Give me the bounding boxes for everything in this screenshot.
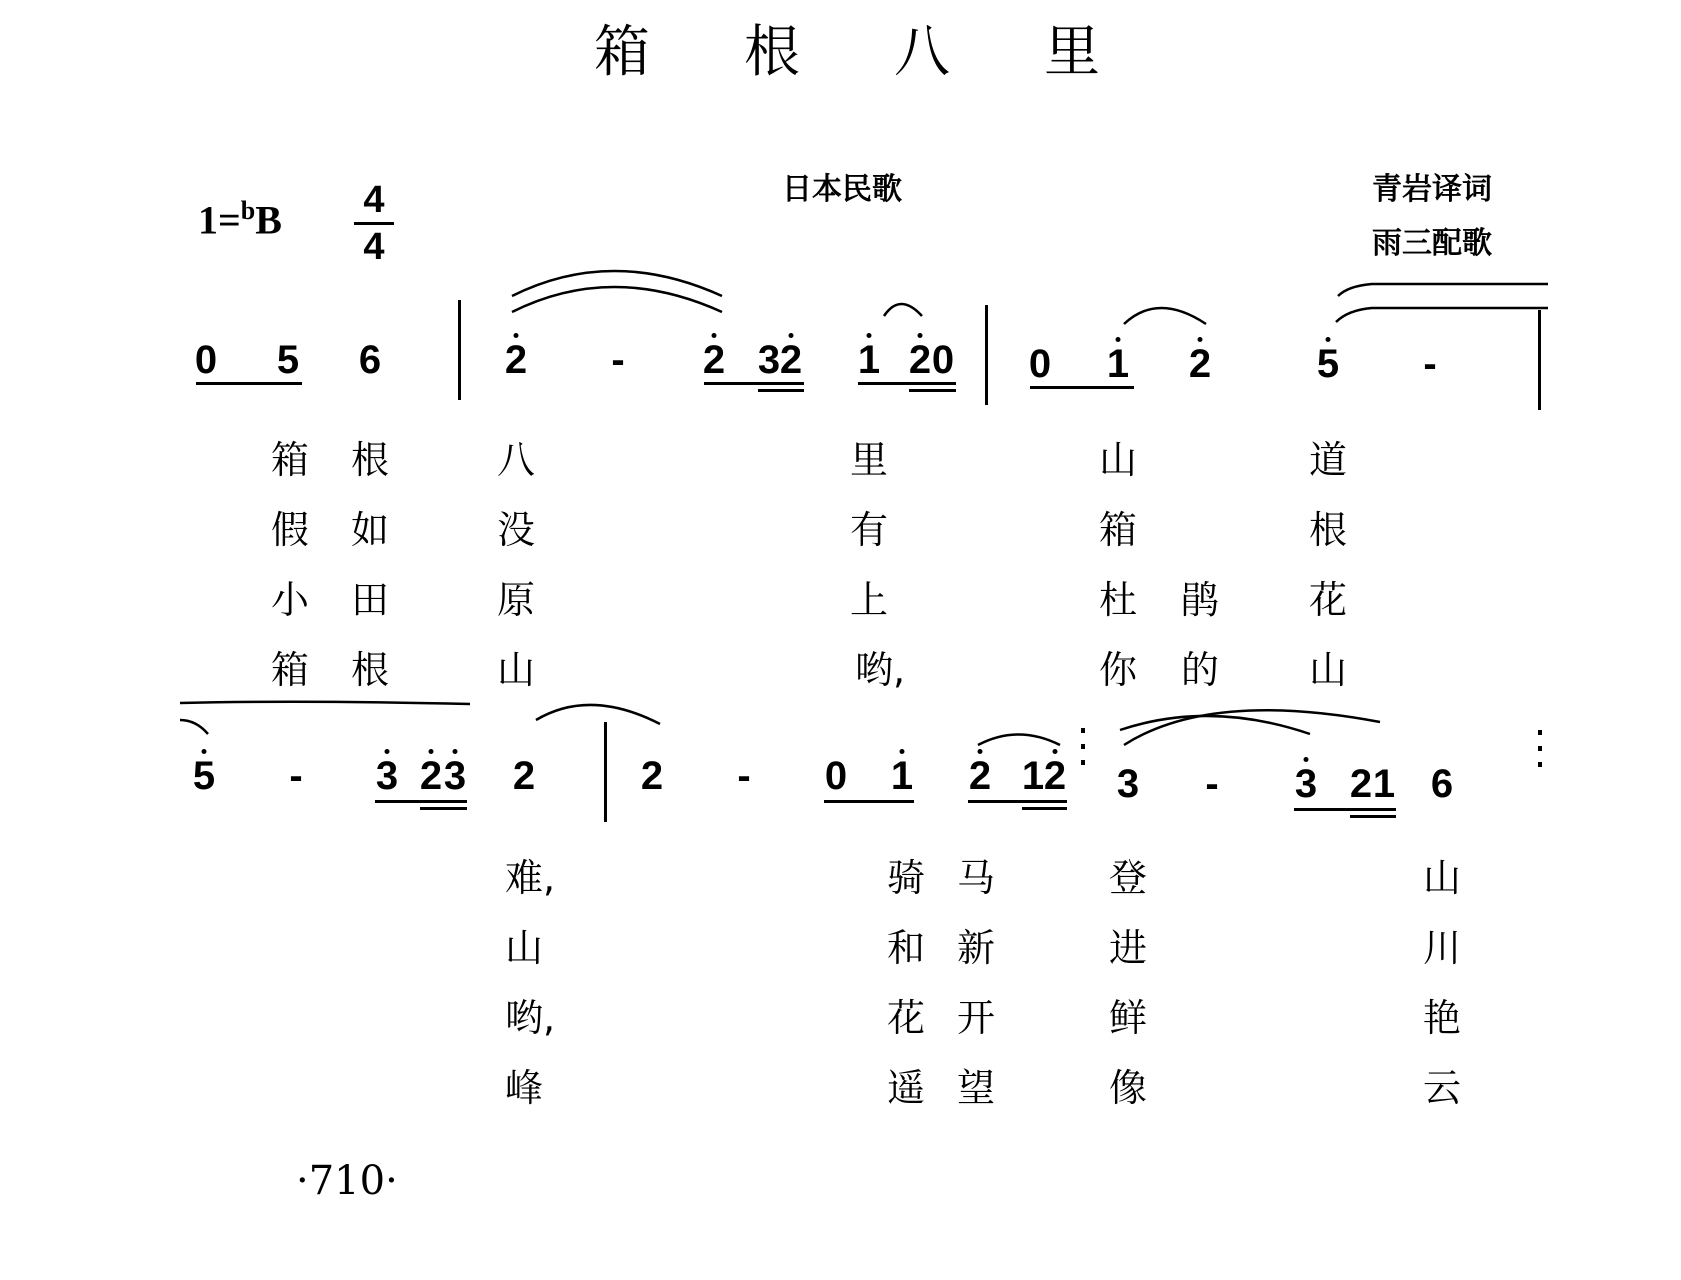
lyric: 进	[1108, 926, 1148, 970]
note-sustain: -	[1205, 762, 1219, 806]
note: 5	[192, 754, 216, 798]
tie-arc	[180, 720, 208, 734]
lyric: 和	[886, 926, 926, 970]
lyric: 道	[1308, 438, 1348, 482]
title-char-3: 八	[894, 20, 950, 85]
note: 1	[857, 338, 881, 382]
lyric: 有	[849, 508, 889, 552]
note: 3	[375, 754, 399, 798]
lyric: 新	[956, 926, 996, 970]
tie-arc	[512, 287, 722, 312]
note: 3	[443, 754, 467, 798]
note: 0	[824, 754, 848, 798]
lyric: 开	[956, 996, 996, 1040]
lyric: 山	[1422, 856, 1462, 900]
arranger-credit: 雨三配歌	[1372, 226, 1492, 261]
note: 2	[640, 754, 664, 798]
note: 2	[512, 754, 536, 798]
lyric: 望	[956, 1066, 996, 1110]
lyric: 骑	[886, 856, 926, 900]
slur-arc	[1124, 308, 1206, 324]
note: 2	[1043, 754, 1067, 798]
note: 6	[358, 338, 382, 382]
lyric: 山	[1308, 648, 1348, 692]
lyric: 箱	[270, 648, 310, 692]
note: 1	[1106, 342, 1130, 386]
lyric: 鹃	[1180, 578, 1220, 622]
lyric: 根	[1308, 508, 1348, 552]
page-number: ·710·	[296, 1158, 398, 1204]
key-prefix: 1=	[198, 197, 241, 243]
slur-arc	[884, 304, 922, 316]
title-char-2: 根	[744, 20, 800, 85]
key-note: B	[255, 197, 282, 243]
lyric: 峰	[504, 1066, 544, 1110]
title-char-1: 箱	[594, 20, 650, 85]
lyric: 山	[496, 648, 536, 692]
title-char-4: 里	[1044, 20, 1100, 85]
tie-arc	[180, 702, 470, 704]
lyric: 小	[270, 578, 310, 622]
note: 6	[1430, 762, 1454, 806]
note: 3	[1294, 762, 1318, 806]
lyric: 田	[350, 578, 390, 622]
slur-arc	[978, 735, 1060, 746]
note: 1	[890, 754, 914, 798]
slur-arc	[536, 705, 660, 724]
tie-arc	[1338, 284, 1548, 296]
note: 3	[1116, 762, 1140, 806]
lyricist-credit: 青岩译词	[1372, 172, 1492, 207]
note-sustain: -	[1423, 342, 1437, 386]
lyric: 箱	[1098, 508, 1138, 552]
lyric: 杜	[1098, 578, 1138, 622]
lyric: 鲜	[1108, 996, 1148, 1040]
note: 2	[908, 338, 932, 382]
lyric: 的	[1180, 648, 1220, 692]
time-bottom: 4	[363, 226, 385, 268]
lyric: 云	[1422, 1066, 1462, 1110]
lyric: 原	[496, 578, 536, 622]
lyric: 山	[1098, 438, 1138, 482]
note: 5	[276, 338, 300, 382]
note: 0	[931, 338, 955, 382]
note: 2	[504, 338, 528, 382]
note: 1	[1372, 762, 1396, 806]
note-sustain: -	[289, 754, 303, 798]
note: 1	[1021, 754, 1045, 798]
note: 2	[1188, 342, 1212, 386]
lyric: 像	[1108, 1066, 1148, 1110]
origin-label: 日本民歌	[782, 172, 902, 207]
lyric: 花	[1308, 578, 1348, 622]
lyric: 假	[270, 508, 310, 552]
tie-arc	[512, 271, 722, 296]
time-top: 4	[363, 179, 385, 221]
note: 2	[968, 754, 992, 798]
note: 2	[779, 338, 803, 382]
lyric: 马	[956, 856, 996, 900]
lyric: 哟,	[504, 996, 556, 1040]
tie-arc	[1124, 710, 1380, 745]
lyric: 根	[350, 648, 390, 692]
lyric: 登	[1108, 856, 1148, 900]
lyric: 川	[1422, 926, 1462, 970]
lyric: 箱	[270, 438, 310, 482]
lyric: 遥	[886, 1066, 926, 1110]
lyric: 山	[504, 926, 544, 970]
note-sustain: -	[737, 754, 751, 798]
lyric: 八	[496, 438, 536, 482]
note: 0	[1028, 342, 1052, 386]
tie-arc	[1336, 308, 1548, 322]
lyric: 上	[849, 578, 889, 622]
lyric: 艳	[1422, 996, 1462, 1040]
lyric: 难,	[504, 856, 556, 900]
lyric: 哟,	[854, 648, 906, 692]
lyric: 没	[496, 508, 536, 552]
lyric: 你	[1098, 648, 1138, 692]
lyric: 根	[350, 438, 390, 482]
lyric: 花	[886, 996, 926, 1040]
note: 3	[757, 338, 781, 382]
note-sustain: -	[611, 338, 625, 382]
lyric: 里	[849, 438, 889, 482]
note: 2	[419, 754, 443, 798]
note: 2	[1349, 762, 1373, 806]
key-flat: b	[240, 196, 256, 225]
lyric: 如	[350, 508, 390, 552]
note: 2	[702, 338, 726, 382]
note: 5	[1316, 342, 1340, 386]
note: 0	[194, 338, 218, 382]
